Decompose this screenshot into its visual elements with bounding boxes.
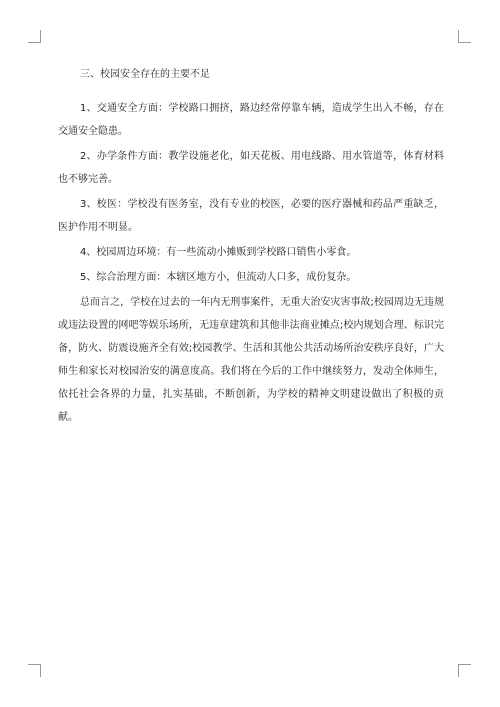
crop-mark-top-left <box>28 30 41 43</box>
crop-mark-top-right <box>458 30 471 43</box>
item-surroundings: 4、校园周边环境：有一些流动小摊贩到学校路口销售小零食。 <box>80 247 357 258</box>
summary-paragraph: 总而言之，学校在过去的一年内无刑事案件，无重大治安灾害事故;校园周边无违规或违法设置的网吧等娱乐场所，无违章建筑和其他非法商业摊点;校内规划合理、标识完备，防火、防震设施齐全有效;校园教学、生活和其他公共活动场所治安秩序良好，广大师生和家长对校园治安的满意度高。我们将在今后的工作中继续努力，发动全体师生，依托社会各界的力量，扎实基础，不断创新，为学校的精神文明建设做出了积极的贡献。 <box>58 297 444 423</box>
item-governance: 5、综合治理方面：本辖区地方小，但流动人口多，成份复杂。 <box>80 272 357 283</box>
crop-mark-bottom-left <box>28 664 41 677</box>
item-traffic-safety: 1、交通安全方面：学校路口拥挤，路边经常停靠车辆，造成学生出入不畅，存在交通安全隐患。 <box>58 103 444 137</box>
crop-mark-bottom-right <box>458 664 471 677</box>
item-school-doctor: 3、校医：学校没有医务室，没有专业的校医，必要的医疗器械和药品严重缺乏，医护作用不明显。 <box>58 199 444 233</box>
item-school-conditions: 2、办学条件方面：教学设施老化，如天花板、用电线路、用水管道等，体育材料也不够完善。 <box>58 151 444 185</box>
document-body <box>58 68 444 431</box>
section-heading: 三、校园安全存在的主要不足 <box>80 69 210 80</box>
